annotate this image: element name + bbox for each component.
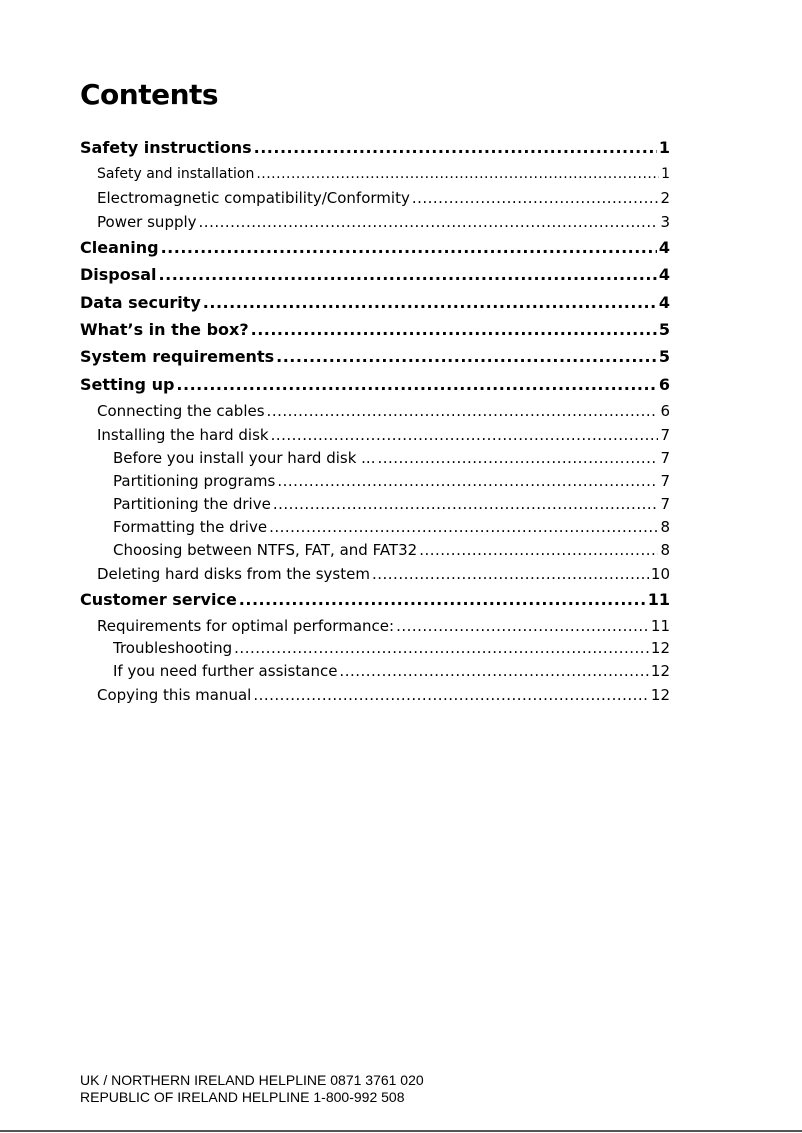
toc-page-number: 11 (647, 590, 670, 609)
toc-page-number: 5 (658, 320, 670, 339)
toc-leader-dots (396, 617, 649, 635)
toc-entry-label: Connecting the cables (97, 402, 265, 420)
toc-leader-dots (256, 166, 659, 182)
toc-entry-installing-the-hard-disk[interactable] (97, 426, 670, 444)
toc-page-number: 3 (660, 213, 670, 231)
toc-leader-dots (234, 639, 649, 657)
toc-page-number: 10 (650, 565, 670, 583)
toc-page-number: 2 (660, 189, 670, 207)
toc-entry-label: Cleaning (80, 238, 159, 257)
toc-leader-dots (159, 265, 657, 284)
toc-entry-requirements-for-optimal-performance[interactable] (97, 617, 670, 635)
toc-entry-label: Disposal (80, 265, 157, 284)
toc-page-number: 6 (660, 402, 670, 420)
toc-leader-dots (239, 590, 646, 609)
toc-entry-label: What’s in the box? (80, 320, 249, 339)
toc-entry-label: Setting up (80, 375, 175, 394)
toc-entry-label: Power supply (97, 213, 197, 231)
toc-entry-customer-service[interactable] (80, 590, 670, 609)
toc-leader-dots (277, 472, 658, 490)
toc-entry-label: Safety instructions (80, 138, 252, 157)
toc-leader-dots (161, 238, 657, 257)
toc-page-number: 5 (658, 347, 670, 366)
toc-page-number: 7 (660, 495, 670, 513)
toc-entry-label: Choosing between NTFS, FAT, and FAT32 (113, 541, 418, 559)
toc-entry-label: Formatting the drive (113, 518, 268, 536)
toc-entry-label: Customer service (80, 590, 237, 609)
toc-entry-label: Partitioning programs (113, 472, 276, 490)
toc-entry-further-assistance[interactable] (113, 662, 670, 680)
toc-entry-electromagnetic-compatibility[interactable] (97, 189, 670, 207)
toc-page-number: 1 (658, 138, 670, 157)
toc-entry-label: Partitioning the drive (113, 495, 271, 513)
toc-page-number: 8 (660, 518, 670, 536)
toc-entry-label: If you need further assistance (113, 662, 338, 680)
toc-leader-dots (251, 320, 657, 339)
toc-entry-safety-instructions[interactable] (80, 138, 670, 157)
toc-entry-label: Data security (80, 293, 201, 312)
toc-page-number: 6 (658, 375, 670, 394)
toc-entry-whats-in-the-box[interactable] (80, 320, 670, 339)
toc-entry-copying-this-manual[interactable] (97, 686, 670, 704)
toc-entry-data-security[interactable] (80, 293, 670, 312)
toc-leader-dots (339, 662, 648, 680)
page-title: Contents (80, 78, 219, 111)
toc-leader-dots (269, 518, 658, 536)
toc-leader-dots (377, 449, 658, 467)
toc-entry-formatting-the-drive[interactable] (113, 518, 670, 536)
toc-entry-connecting-the-cables[interactable] (97, 402, 670, 420)
toc-page-number: 12 (650, 639, 670, 657)
toc-leader-dots (276, 347, 657, 366)
toc-leader-dots (267, 402, 659, 420)
toc-page-number: 1 (661, 166, 670, 182)
toc-page-number: 12 (650, 686, 670, 704)
toc-page-number: 4 (658, 293, 670, 312)
toc-entry-choosing-between-filesystems[interactable] (113, 541, 670, 559)
toc-entry-troubleshooting[interactable] (113, 639, 670, 657)
toc-leader-dots (253, 686, 649, 704)
toc-page-number: 7 (660, 449, 670, 467)
toc-page-number: 12 (650, 662, 670, 680)
toc-entry-label: Before you install your hard disk ... (113, 449, 376, 467)
page-bottom-divider (0, 1130, 802, 1132)
helpline-uk: UK / NORTHERN IRELAND HELPLINE 0871 3761 020 (80, 1072, 424, 1088)
toc-entry-label: Troubleshooting (113, 639, 233, 657)
toc-entry-disposal[interactable] (80, 265, 670, 284)
toc-leader-dots (419, 541, 658, 559)
toc-page-number: 7 (660, 426, 670, 444)
toc-entry-before-you-install[interactable] (113, 449, 670, 467)
toc-entry-label: Safety and installation (97, 166, 255, 182)
toc-entry-power-supply[interactable] (97, 213, 670, 231)
toc-entry-cleaning[interactable] (80, 238, 670, 257)
helpline-footer (80, 1072, 424, 1106)
toc-entry-label: Deleting hard disks from the system (97, 565, 370, 583)
toc-leader-dots (412, 189, 659, 207)
toc-entry-system-requirements[interactable] (80, 347, 670, 366)
toc-leader-dots (176, 375, 656, 394)
toc-entry-safety-and-installation[interactable] (97, 166, 670, 182)
toc-entry-label: Copying this manual (97, 686, 252, 704)
toc-leader-dots (372, 565, 649, 583)
toc-leader-dots (199, 213, 659, 231)
toc-leader-dots (271, 426, 659, 444)
toc-entry-label: Electromagnetic compatibility/Conformity (97, 189, 410, 207)
toc-entry-label: Requirements for optimal performance: (97, 617, 395, 635)
toc-entry-partitioning-programs[interactable] (113, 472, 670, 490)
toc-leader-dots (254, 138, 657, 157)
toc-leader-dots (273, 495, 659, 513)
helpline-ireland: REPUBLIC OF IRELAND HELPLINE 1-800-992 508 (80, 1089, 405, 1105)
toc-page-number: 7 (660, 472, 670, 490)
toc-leader-dots (203, 293, 657, 312)
toc-entry-setting-up[interactable] (80, 375, 670, 394)
toc-entry-partitioning-the-drive[interactable] (113, 495, 670, 513)
toc-page-number: 11 (650, 617, 670, 635)
toc-entry-deleting-hard-disks[interactable] (97, 565, 670, 583)
toc-page-number: 4 (658, 265, 670, 284)
toc-page-number: 4 (658, 238, 670, 257)
toc-page-number: 8 (660, 541, 670, 559)
toc-entry-label: System requirements (80, 347, 275, 366)
toc-entry-label: Installing the hard disk (97, 426, 269, 444)
